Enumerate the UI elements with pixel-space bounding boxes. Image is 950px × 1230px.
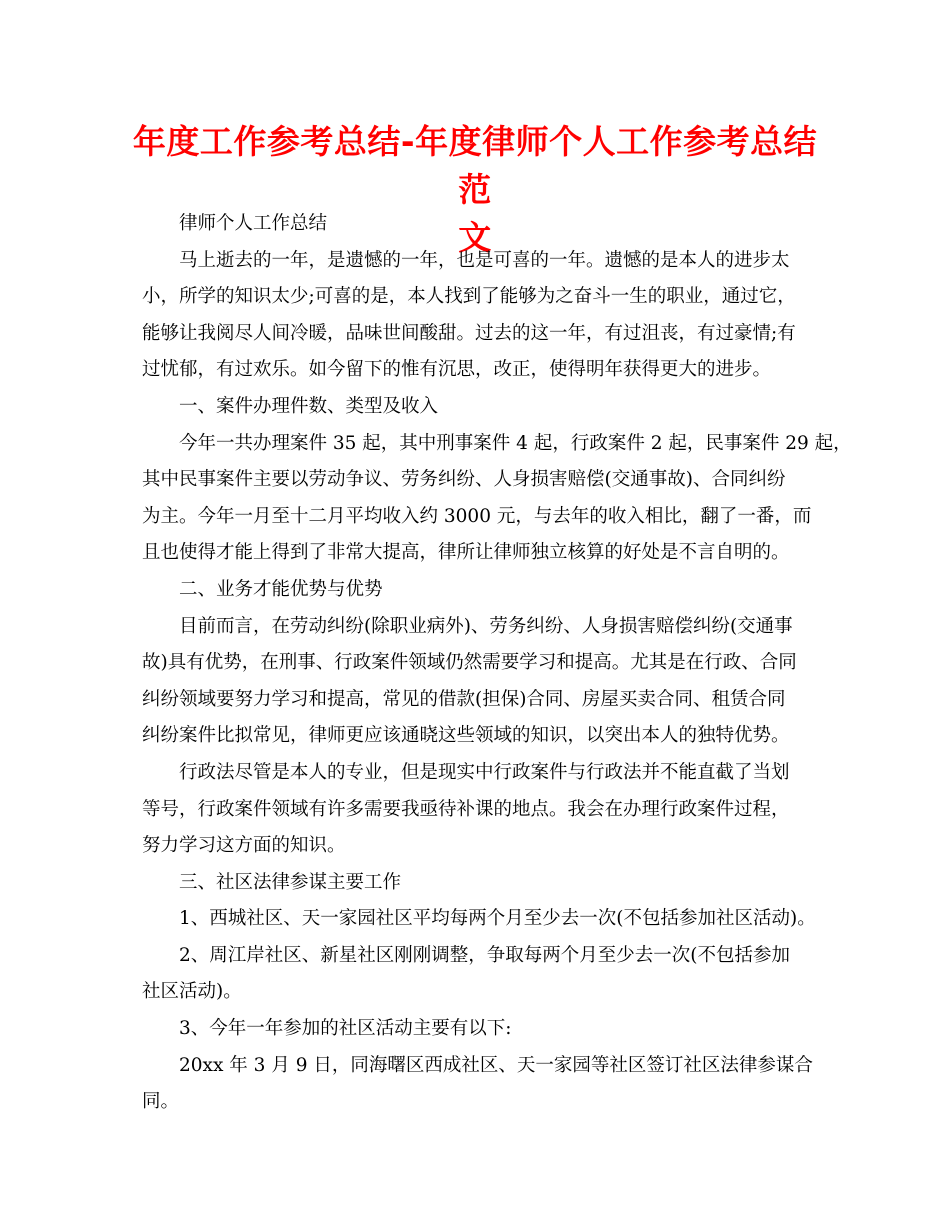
paragraph-line: 行政法尽管是本人的专业，但是现实中行政案件与行政法并不能直截了当划 <box>179 761 790 783</box>
paragraph-line: 同。 <box>142 1091 180 1113</box>
section-heading: 二、业务才能优势与优势 <box>179 578 383 600</box>
list-item-line: 1、西城社区、天一家园社区平均每两个月至少去一次(不包括参加社区活动)。 <box>179 908 816 930</box>
paragraph-line: 纠纷案件比拟常见，律师更应该通晓这些领域的知识，以突出本人的独特优势。 <box>142 725 790 747</box>
paragraph-line: 故)具有优势，在刑事、行政案件领域仍然需要学习和提高。尤其是在行政、合同 <box>142 652 797 674</box>
paragraph-line: 能够让我阅尽人间冷暖，品味世间酸甜。过去的这一年，有过沮丧，有过豪情;有 <box>142 322 796 344</box>
paragraph-line: 且也使得才能上得到了非常大提高，律所让律师独立核算的好处是不言自明的。 <box>142 542 790 564</box>
paragraph-line: 20xx 年 3 月 9 日，同海曙区西成社区、天一家园等社区签订社区法律参谋合 <box>179 1054 813 1076</box>
title-line-1: 年度工作参考总结-年度律师个人工作参考总结范 <box>132 122 818 209</box>
paragraph-line: 纠纷领域要努力学习和提高，常见的借款(担保)合同、房屋买卖合同、租赁合同 <box>142 688 786 710</box>
title-line-2: 文 <box>458 218 492 257</box>
section-heading: 三、社区法律参谋主要工作 <box>179 871 402 893</box>
list-item-line: 3、今年一年参加的社区活动主要有以下: <box>179 1018 512 1040</box>
list-item-line: 2、周江岸社区、新星社区刚刚调整，争取每两个月至少去一次(不包括参加 <box>179 944 790 966</box>
paragraph-line: 目前而言，在劳动纠纷(除职业病外)、劳务纠纷、人身损害赔偿纠纷(交通事 <box>179 615 793 637</box>
section-heading: 律师个人工作总结 <box>179 213 328 234</box>
paragraph-line: 马上逝去的一年，是遗憾的一年，也是可喜的一年。遗憾的是本人的进步太 <box>179 249 790 271</box>
paragraph-line: 努力学习这方面的知识。 <box>142 835 346 857</box>
list-item-line: 社区活动)。 <box>142 981 242 1003</box>
section-heading: 一、案件办理件数、类型及收入 <box>179 395 439 417</box>
paragraph-line: 其中民事案件主要以劳动争议、劳务纠纷、人身损害赔偿(交通事故)、合同纠纷 <box>142 469 786 491</box>
document-body <box>142 206 852 1121</box>
paragraph-line: 过忧郁，有过欢乐。如今留下的惟有沉思，改正，使得明年获得更大的进步。 <box>142 359 772 381</box>
paragraph-line: 等号，行政案件领域有许多需要我亟待补课的地点。我会在办理行政案件过程， <box>142 798 790 820</box>
paragraph-line: 为主。今年一月至十二月平均收入约 3000 元，与去年的收入相比，翻了一番，而 <box>142 505 812 527</box>
paragraph-line: 今年一共办理案件 35 起，其中刑事案件 4 起，行政案件 2 起，民事案件 29 起， <box>179 432 852 454</box>
paragraph-line: 小，所学的知识太少;可喜的是，本人找到了能够为之奋斗一生的职业，通过它， <box>142 286 796 308</box>
